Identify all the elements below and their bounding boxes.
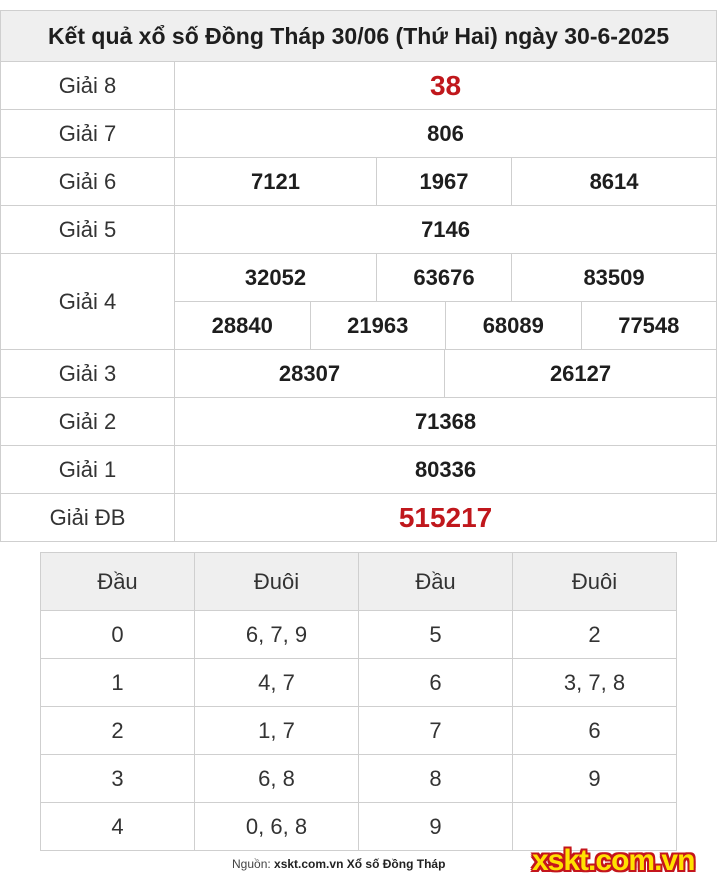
- prize-row-8: [1, 62, 717, 110]
- loto-cell: 6: [359, 659, 513, 707]
- loto-cell: 2: [41, 707, 195, 755]
- loto-cell: 6: [513, 707, 677, 755]
- prize-4-value: 28840: [175, 302, 311, 349]
- prize-6-value: 1967: [377, 158, 512, 206]
- loto-cell: 3: [41, 755, 195, 803]
- loto-header: Đuôi: [195, 553, 359, 611]
- prize-4-value: 68089: [446, 302, 582, 349]
- loto-row: [41, 755, 677, 803]
- prize-5-value: 7146: [175, 206, 717, 254]
- loto-table: [40, 552, 677, 851]
- prize-row-db: [1, 494, 717, 542]
- prize-4-value: 32052: [175, 254, 377, 302]
- loto-cell: 9: [359, 803, 513, 851]
- loto-cell: 7: [359, 707, 513, 755]
- prize-row-7: [1, 110, 717, 158]
- prize-label: Giải 5: [1, 206, 175, 254]
- prize-4-value: 83509: [512, 254, 717, 302]
- loto-header: Đầu: [41, 553, 195, 611]
- prize-label: Giải 4: [1, 254, 175, 350]
- prize-label: Giải 3: [1, 350, 175, 398]
- prize-4-subrow: [175, 302, 717, 350]
- loto-cell: 0, 6, 8: [195, 803, 359, 851]
- loto-row: [41, 707, 677, 755]
- source-prefix: Nguồn:: [232, 857, 275, 871]
- prize-8-value: 38: [175, 62, 717, 110]
- prize-label: Giải ĐB: [1, 494, 175, 542]
- loto-header: Đầu: [359, 553, 513, 611]
- loto-cell: 0: [41, 611, 195, 659]
- prize-row-3: [1, 350, 717, 398]
- loto-cell: 1: [41, 659, 195, 707]
- prize-row-4: [1, 254, 717, 302]
- prize-row-1: [1, 446, 717, 494]
- loto-cell: 4, 7: [195, 659, 359, 707]
- loto-cell: 8: [359, 755, 513, 803]
- source-suffix: Xổ số Đồng Tháp: [343, 857, 446, 871]
- brand-logo: xskt.com.vn: [532, 844, 695, 877]
- source-credit: [232, 857, 445, 871]
- results-table: [0, 10, 717, 542]
- prize-label: Giải 2: [1, 398, 175, 446]
- loto-cell: 6, 7, 9: [195, 611, 359, 659]
- prize-4-value: 21963: [311, 302, 447, 349]
- prize-6-value: 8614: [512, 158, 717, 206]
- source-link[interactable]: xskt.com.vn: [274, 857, 344, 871]
- prize-4-value: 63676: [377, 254, 512, 302]
- prize-label: Giải 7: [1, 110, 175, 158]
- loto-header: Đuôi: [513, 553, 677, 611]
- loto-cell: 6, 8: [195, 755, 359, 803]
- loto-cell: 9: [513, 755, 677, 803]
- prize-row-6: [1, 158, 717, 206]
- prize-1-value: 80336: [175, 446, 717, 494]
- prize-row-5: [1, 206, 717, 254]
- prize-label: Giải 1: [1, 446, 175, 494]
- prize-3-value: 26127: [445, 350, 717, 398]
- prize-3-value: 28307: [175, 350, 445, 398]
- loto-row: [41, 659, 677, 707]
- loto-header-row: [41, 553, 677, 611]
- prize-7-value: 806: [175, 110, 717, 158]
- loto-cell: 4: [41, 803, 195, 851]
- prize-6-value: 7121: [175, 158, 377, 206]
- prize-label: Giải 8: [1, 62, 175, 110]
- prize-label: Giải 6: [1, 158, 175, 206]
- loto-cell: 2: [513, 611, 677, 659]
- prize-2-value: 71368: [175, 398, 717, 446]
- loto-cell: 1, 7: [195, 707, 359, 755]
- page-title: Kết quả xổ số Đồng Tháp 30/06 (Thứ Hai) ngày 30-6-2025: [1, 11, 717, 62]
- loto-cell: 5: [359, 611, 513, 659]
- special-prize-value: 515217: [175, 494, 717, 542]
- prize-4-value: 77548: [618, 312, 680, 338]
- prize-row-2: [1, 398, 717, 446]
- loto-cell: 3, 7, 8: [513, 659, 677, 707]
- loto-row: [41, 611, 677, 659]
